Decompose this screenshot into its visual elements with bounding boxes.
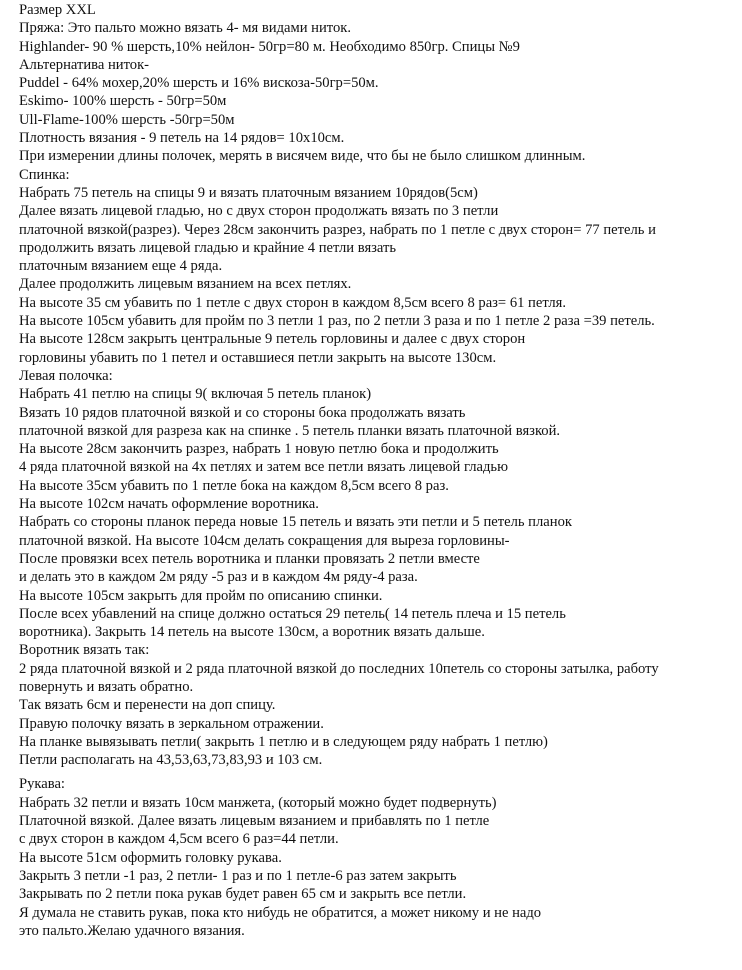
text-line: Далее продолжить лицевым вязанием на всех петлях. (19, 276, 352, 293)
text-line: Так вязать 6см и перенести на доп спицу. (19, 697, 276, 714)
text-line: На планке вывязывать петли( закрыть 1 петлю и в следующем ряду набрать 1 петлю) (19, 733, 548, 750)
text-line: После провязки всех петель воротника и планки провязать 2 петли вместе (19, 550, 480, 567)
gauge-line: Плотность вязания - 9 петель на 14 рядов= 10х10см. (19, 130, 345, 147)
text-line: Вязать 10 рядов платочной вязкой и со стороны бока продолжать вязать (19, 404, 466, 421)
text-line: Набрать 75 петель на спицы 9 и вязать платочным вязанием 10рядов(5см) (19, 184, 478, 201)
text-line: На высоте 51см оформить головку рукава. (19, 849, 282, 866)
text-line: продолжить вязать лицевой гладью и крайние 4 петли вязать (19, 239, 397, 256)
text-line: Далее вязать лицевой гладью, но с двух сторон продолжать вязать по 3 петли (19, 203, 499, 220)
text-line: Набрать 32 петли и вязать 10см манжета, (который можно будет подвернуть) (19, 794, 497, 811)
yarn-eskimo: Eskimo- 100% шерсть - 50гр=50м (19, 93, 227, 110)
back-heading: Спинка: (19, 166, 70, 183)
closing-note: Я думала не ставить рукав, пока кто нибудь не обратится, а может никому и не надо (19, 904, 542, 921)
collar-heading: Воротник вязать так: (19, 642, 150, 659)
yarn-intro: Пряжа: Это пальто можно вязать 4- мя видами ниток. (19, 20, 352, 37)
yarn-alternatives-heading: Альтернатива ниток- (19, 56, 150, 73)
yarn-highlander: Highlander- 90 % шерсть,10% нейлон- 50гр=80 м. Необходимо 850гр. Спицы №9 (19, 38, 520, 55)
text-line: На высоте 102см начать оформление воротника. (19, 496, 319, 513)
text-line: Закрывать по 2 петли пока рукав будет равен 65 см и закрыть все петли. (19, 886, 467, 903)
text-line: 4 ряда платочной вязкой на 4х петлях и затем все петли вязать лицевой гладью (19, 459, 508, 476)
text-line: и делать это в каждом 2м ряду -5 раз и в каждом 4м ряду-4 раза. (19, 569, 418, 586)
left-front-heading: Левая полочка: (19, 367, 113, 384)
text-line: На высоте 105см закрыть для пройм по описанию спинки. (19, 587, 383, 604)
text-line: платочной вязкой для разреза как на спинке . 5 петель планки вязать платочной вязкой. (19, 422, 561, 439)
closing-wish: это пальто.Желаю удачного вязания. (19, 922, 245, 939)
text-line: После всех убавлений на спице должно остаться 29 петель( 14 петель плеча и 15 петель (19, 605, 566, 622)
text-line: Платочной вязкой. Далее вязать лицевым вязанием и прибавлять по 1 петле (19, 813, 490, 830)
text-line: 2 ряда платочной вязкой и 2 ряда платочной вязкой до последних 10петель со стороны затылка, работу (19, 660, 659, 677)
text-line: платочной вязкой(разрез). Через 28см закончить разрез, набрать по 1 петле с двух сторон= 77 петель и (19, 221, 656, 238)
text-line: повернуть и вязать обратно. (19, 678, 194, 695)
text-line: На высоте 35 см убавить по 1 петле с двух сторон в каждом 8,5см всего 8 раз= 61 петля. (19, 294, 567, 311)
text-line: На высоте 35см убавить по 1 петле бока на каждом 8,5см всего 8 раз. (19, 477, 449, 494)
size-heading: Размер XXL (19, 2, 96, 18)
sleeves-heading: Рукава: (19, 776, 65, 793)
text-line: горловины убавить по 1 петел и оставшиеся петли закрыть на высоте 130см. (19, 349, 497, 366)
text-line: Правую полочку вязать в зеркальном отражении. (19, 715, 324, 732)
text-line: воротника). Закрыть 14 петель на высоте 130см, а воротник вязать дальше. (19, 624, 485, 641)
text-line: Набрать 41 петлю на спицы 9( включая 5 петель планок) (19, 386, 372, 403)
text-line: платочным вязанием еще 4 ряда. (19, 258, 223, 275)
text-line: Петли располагать на 43,53,63,73,83,93 и 103 см. (19, 752, 323, 769)
text-line: с двух сторон в каждом 4,5см всего 6 раз=44 петли. (19, 831, 339, 848)
text-line: На высоте 128см закрыть центральные 9 петель горловины и далее с двух сторон (19, 331, 526, 348)
text-line: Набрать со стороны планок переда новые 15 петель и вязать эти петли и 5 петель планок (19, 514, 572, 531)
text-line: На высоте 105см убавить для пройм по 3 петли 1 раз, по 2 петли 3 раза и по 1 петле 2 раза =39 петель. (19, 313, 655, 330)
measuring-note: При измерении длины полочек, мерять в висячем виде, что бы не было слишком длинным. (19, 148, 586, 165)
yarn-ull-flame: Ull-Flame-100% шерсть -50гр=50м (19, 111, 235, 128)
text-line: На высоте 28см закончить разрез, набрать 1 новую петлю бока и продолжить (19, 441, 499, 458)
yarn-puddel: Puddel - 64% мохер,20% шерсть и 16% вискоза-50гр=50м. (19, 75, 379, 92)
text-line: Закрыть 3 петли -1 раз, 2 петли- 1 раз и по 1 петле-6 раз затем закрыть (19, 867, 457, 884)
text-line: платочной вязкой. На высоте 104см делать сокращения для выреза горловины- (19, 532, 510, 549)
